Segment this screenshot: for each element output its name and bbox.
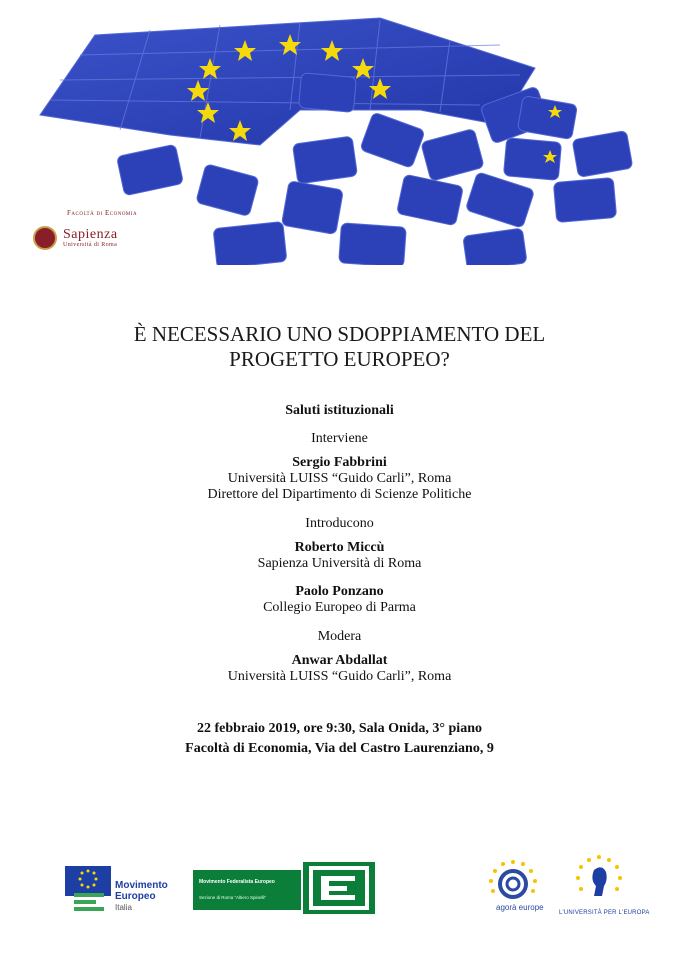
logo-text-movimento: Movimento <box>115 880 168 891</box>
event-title <box>0 322 679 372</box>
sapienza-logo <box>33 226 118 250</box>
logo-text-europeo: Europeo <box>115 891 156 902</box>
event-details <box>0 721 679 757</box>
speaker-affiliation: Sapienza Università di Roma <box>257 556 422 571</box>
speaker-miccu <box>0 540 679 572</box>
universita-per-europa-logo-icon <box>572 852 627 907</box>
event-datetime: 22 febbraio 2019, ore 9:30, Sala Onida, 3° piano <box>197 721 482 736</box>
introducono-label: Introducono <box>305 516 374 531</box>
hero-puzzle-image <box>0 0 679 265</box>
speaker-ponzano <box>0 584 679 616</box>
speaker-name: Roberto Miccù <box>294 540 385 555</box>
title-line-1: È NECESSARIO UNO SDOPPIAMENTO DEL <box>133 322 546 346</box>
saluti-label: Saluti istituzionali <box>285 403 394 418</box>
university-sub: Università di Roma <box>63 242 118 248</box>
university-name: Sapienza <box>63 227 118 242</box>
movimento-europeo-logo <box>115 880 168 913</box>
mfe-e-logo-icon <box>303 862 375 914</box>
speaker-role: Direttore del Dipartimento di Scienze Politiche <box>207 487 472 502</box>
speaker-affiliation: Collegio Europeo di Parma <box>263 600 416 615</box>
speaker-affiliation: Università LUISS “Guido Carli”, Roma <box>227 471 452 486</box>
mfe-logo-line-1: Movimento Federalista Europeo <box>199 879 275 885</box>
sapienza-seal-icon <box>33 226 57 250</box>
movimento-europeo-bars-icon <box>74 893 104 911</box>
title-line-2: PROGETTO EUROPEO? <box>229 347 450 371</box>
universita-per-europa-text: L'UNIVERSITÀ PER L'EUROPA <box>559 910 650 916</box>
logo-text-italia: Italia <box>115 903 132 912</box>
speaker-name: Paolo Ponzano <box>295 584 384 599</box>
agora-europe-text: agorà europe <box>496 903 544 912</box>
speaker-affiliation: Università LUISS “Guido Carli”, Roma <box>227 669 452 684</box>
speaker-name: Anwar Abdallat <box>291 653 388 668</box>
faculty-label: Facoltà di Economia <box>67 209 138 217</box>
speaker-name: Sergio Fabbrini <box>292 455 387 470</box>
mfe-logo-band <box>193 870 301 910</box>
event-place: Facoltà di Economia, Via del Castro Laurenziano, 9 <box>185 741 494 756</box>
modera-label: Modera <box>317 629 362 644</box>
speaker-abdallat <box>0 653 679 685</box>
mfe-logo-line-2: Sezione di Roma “Altiero Spinelli” <box>199 895 267 900</box>
interviene-label: Interviene <box>311 431 368 446</box>
speaker-fabbrini <box>0 455 679 503</box>
eu-flag-icon <box>65 866 111 896</box>
